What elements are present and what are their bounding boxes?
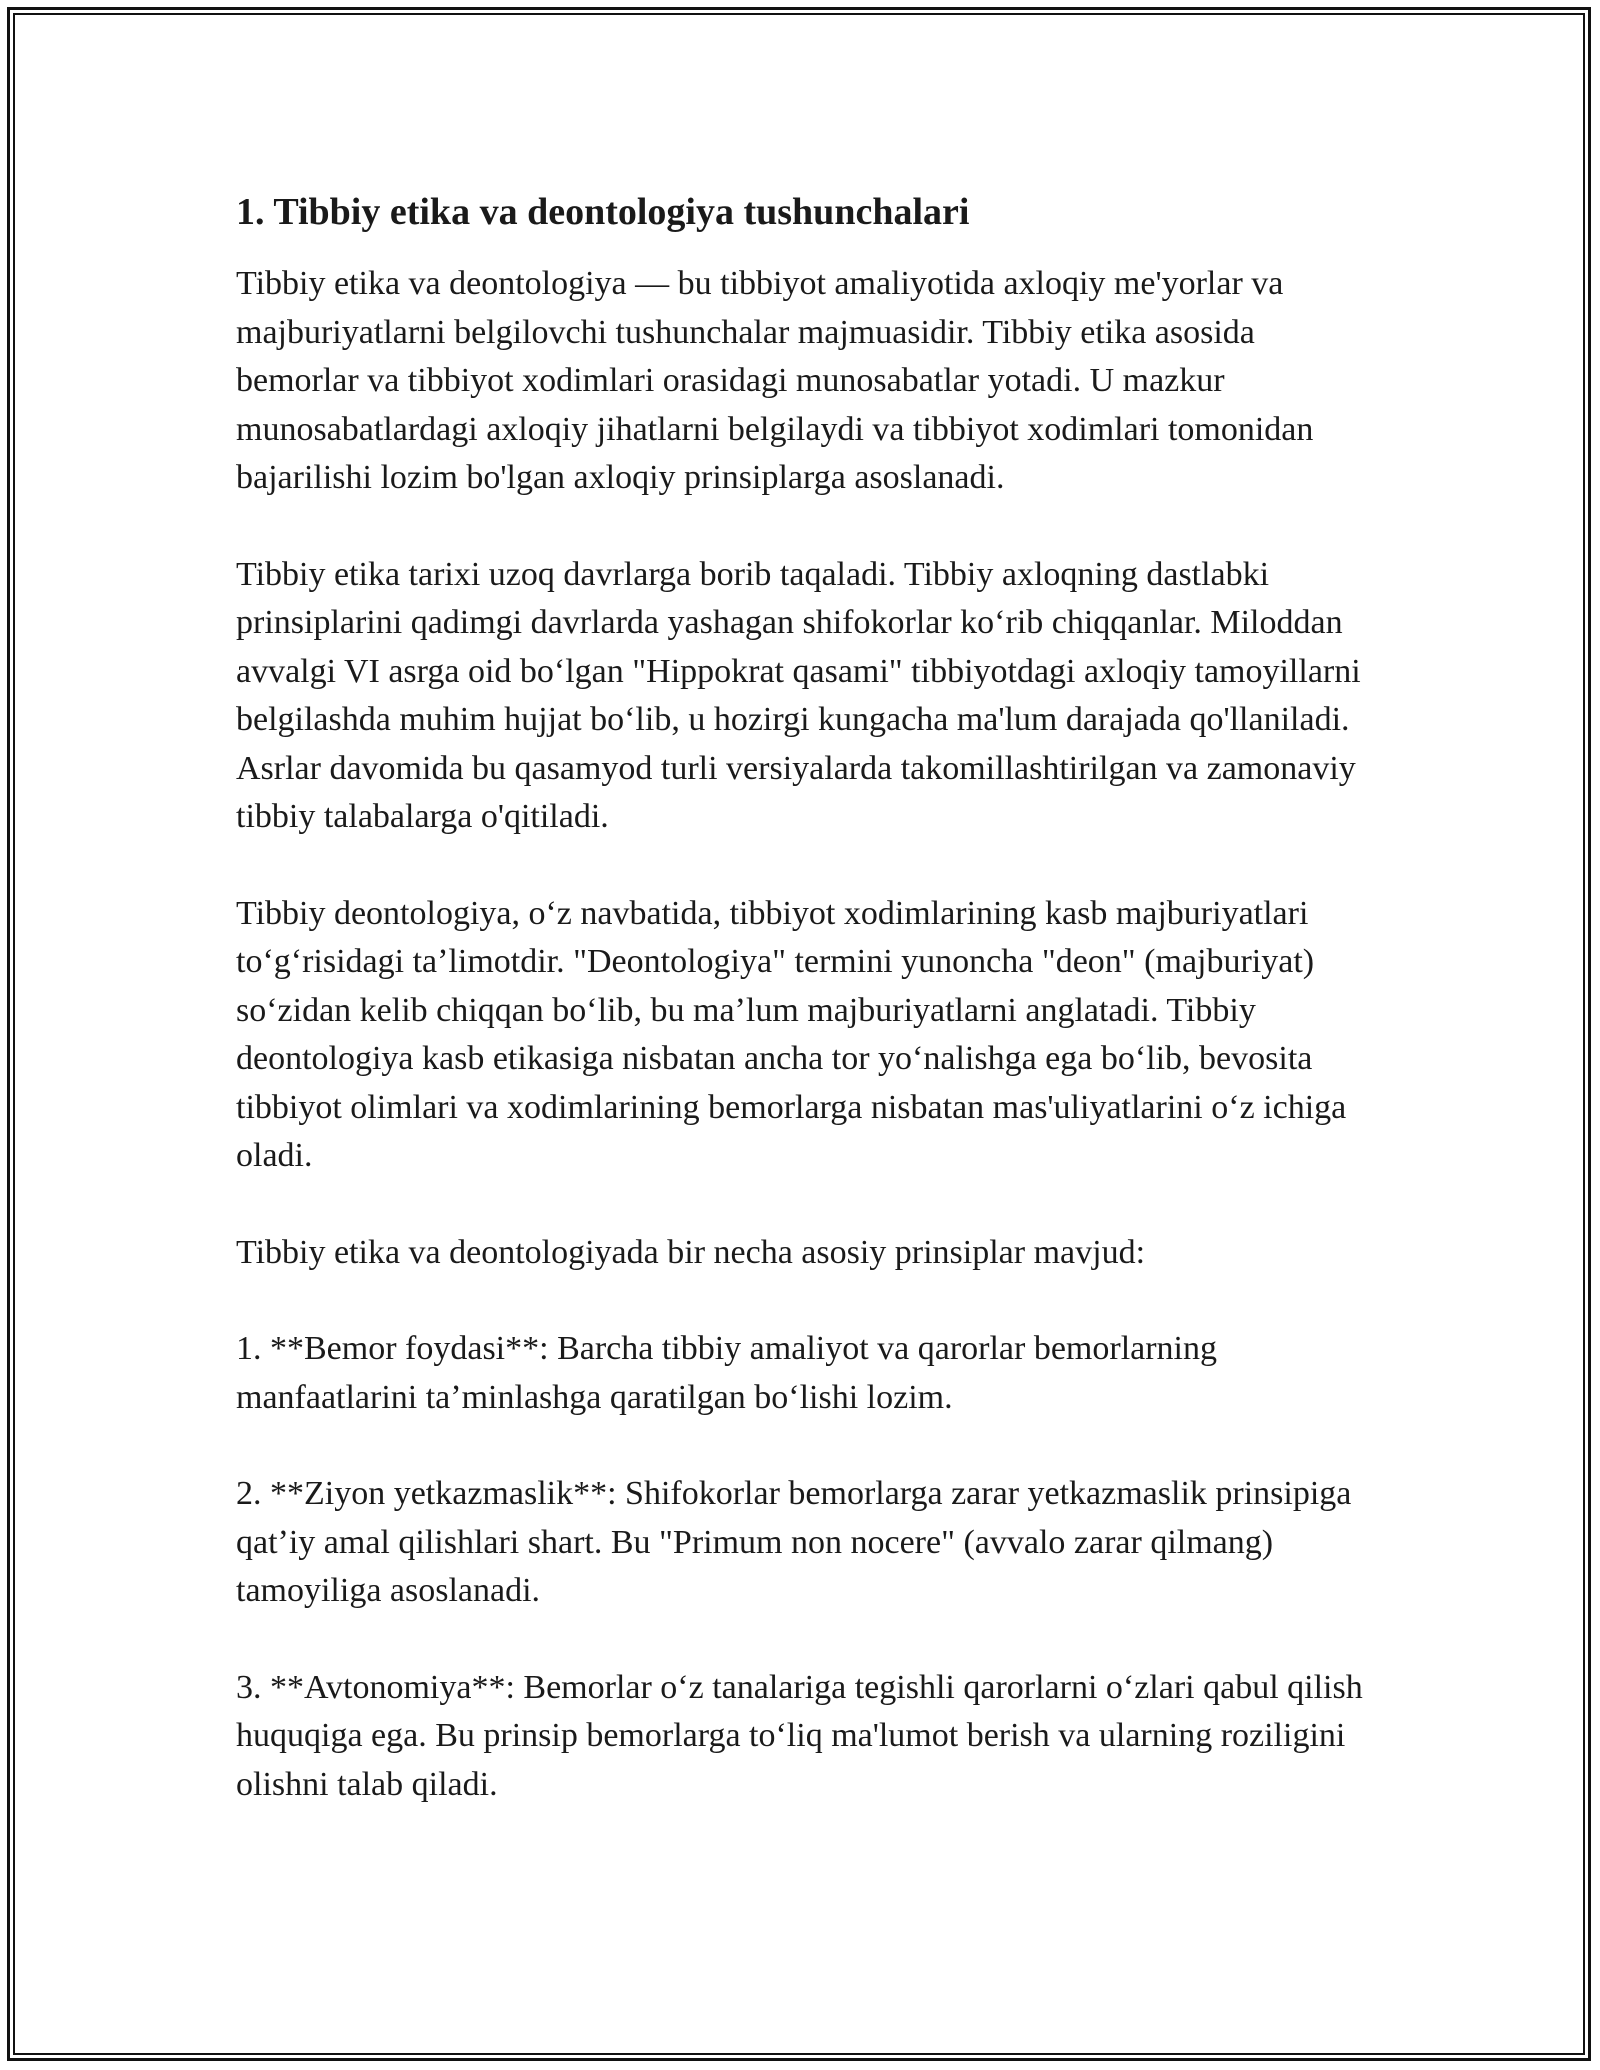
list-item-principle-3: 3. **Avtonomiya**: Bemorlar oʻz tanalariga tegishli qarorlarni oʻzlari qabul qilish huquqiga ega. Bu prinsip bemorlarga toʻliq ma'lumot berish va ularning roziligini olishni talab qiladi. bbox=[236, 1668, 1363, 1803]
list-item-principle-2: 2. **Ziyon yetkazmaslik**: Shifokorlar bemorlarga zarar yetkazmaslik prinsipiga qatʼiy amal qilishlari shart. Bu "Primum non nocere" (avvalo zarar qilmang) tamoyiliga asoslanadi. bbox=[236, 1475, 1352, 1609]
paragraph-history: Tibbiy etika tarixi uzoq davrlarga borib taqaladi. Tibbiy axloqning dastlabki prinsiplarini qadimgi davrlarda yashagan shifokorlar koʻrib chiqqanlar. Miloddan avvalgi VI asrga oid boʻlgan "Hippokrat qasami" tibbiyotdagi axloqiy tamoyillarni belgilashda muhim hujjat boʻlib, u hozirgi kungacha ma'lum darajada qo'llaniladi. Asrlar davomida bu qasamyod turli versiyalarda takomillashtirilgan va zamonaviy tibbiy talabalarga o'qitiladi. bbox=[236, 555, 1361, 835]
list-item-principle-1: 1. **Bemor foydasi**: Barcha tibbiy amaliyot va qarorlar bemorlarning manfaatlarini taʼminlashga qaratilgan boʻlishi lozim. bbox=[236, 1330, 1218, 1416]
paragraph-deontology: Tibbiy deontologiya, oʻz navbatida, tibbiyot xodimlarining kasb majburiyatlari toʻgʻrisidagi taʼlimotdir. "Deontologiya" termini yunoncha "deon" (majburiyat) soʻzidan kelib chiqqan boʻlib, bu maʼlum majburiyatlarni anglatadi. Tibbiy deontologiya kasb etikasiga nisbatan ancha tor yoʻnalishga ega boʻlib, bevosita tibbiyot olimlari va xodimlarining bemorlarga nisbatan mas'uliyatlarini oʻz ichiga oladi. bbox=[236, 894, 1347, 1174]
paragraph-intro: Tibbiy etika va deontologiya — bu tibbiyot amaliyotida axloqiy me'yorlar va majburiyatlarni belgilovchi tushunchalar majmuasidir. Tibbiy etika asosida bemorlar va tibbiyot xodimlari orasidagi munosabatlar yotadi. U mazkur munosabatlardagi axloqiy jihatlarni belgilaydi va tibbiyot xodimlari tomonidan bajarilishi lozim bo'lgan axloqiy prinsiplarga asoslanadi. bbox=[236, 265, 1314, 496]
document-body bbox=[236, 188, 1376, 1857]
paragraph-principles-intro: Tibbiy etika va deontologiyada bir necha asosiy prinsiplar mavjud: bbox=[236, 1233, 1146, 1271]
section-title: 1. Tibbiy etika va deontologiya tushunchalari bbox=[236, 191, 970, 233]
